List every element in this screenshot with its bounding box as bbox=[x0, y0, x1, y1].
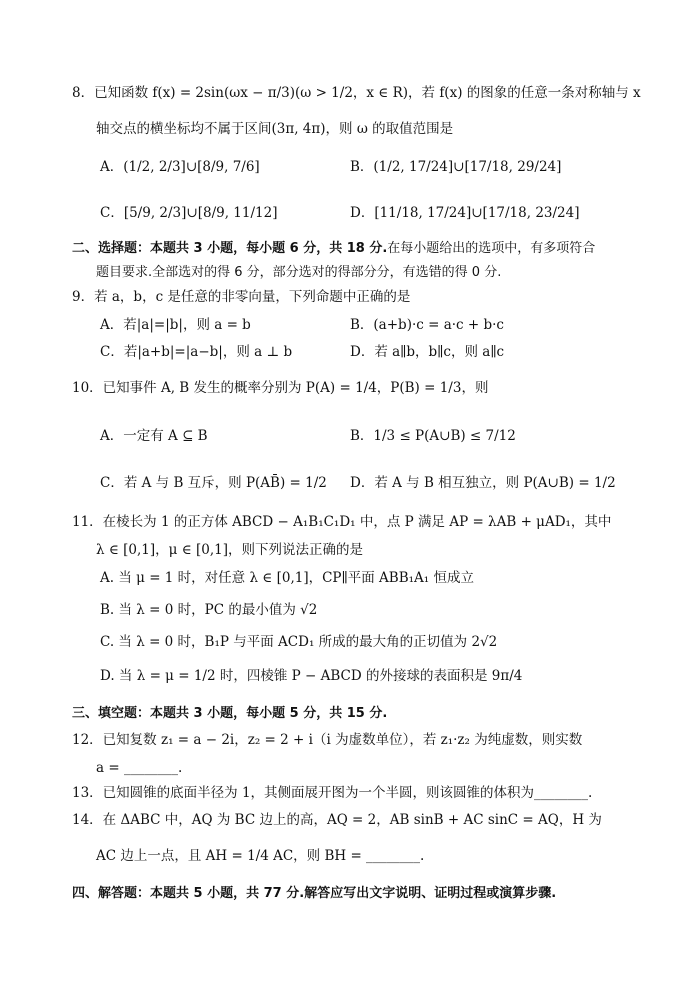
q9-option-a: A．若|a|=|b|，则 a = b bbox=[100, 317, 251, 333]
q11-option-b: B. 当 λ = 0 时，PC 的最小值为 √2 bbox=[100, 602, 318, 618]
q10-option-b: B．1/3 ≤ P(A∪B) ≤ 7/12 bbox=[350, 428, 516, 444]
q14-line1: 14．在 ΔABC 中，AQ 为 BC 边上的高，AQ = 2，AB sinB + AC sinC = AQ，H 为 bbox=[72, 812, 602, 828]
q10-option-c: C．若 A 与 B 互斥，则 P(AB̄) = 1/2 bbox=[100, 475, 327, 491]
q9-option-c: C．若|a+b|=|a−b|，则 a ⊥ b bbox=[100, 344, 293, 360]
section3-heading: 三、填空题：本题共 3 小题，每小题 5 分，共 15 分. bbox=[72, 706, 388, 721]
section2-heading: 二、选择题：本题共 3 小题，每小题 6 分，共 18 分. bbox=[72, 241, 388, 256]
q8-option-d: D．[11/18, 17/24]∪[17/18, 23/24] bbox=[350, 205, 580, 221]
q14-line2: AC 边上一点，且 AH = 1/4 AC，则 BH = ________. bbox=[96, 848, 425, 864]
q11-option-a: A. 当 μ = 1 时，对任意 λ ∈ [0,1]，CP∥平面 ABB₁A₁ 恒成立 bbox=[100, 570, 474, 586]
q10-option-a: A．一定有 A ⊆ B bbox=[100, 428, 208, 444]
q11-option-d: D. 当 λ = μ = 1/2 时，四棱锥 P − ABCD 的外接球的表面积是 9π/4 bbox=[100, 668, 523, 684]
q11-option-c: C. 当 λ = 0 时，B₁P 与平面 ACD₁ 所成的最大角的正切值为 2√2 bbox=[100, 634, 498, 650]
q11-stem-line1: 11．在棱长为 1 的正方体 ABCD − A₁B₁C₁D₁ 中，点 P 满足 AP = λAB + μAD₁，其中 bbox=[72, 514, 612, 530]
q8-option-c: C．[5/9, 2/3]∪[8/9, 11/12] bbox=[100, 205, 278, 221]
q12-line2: a = ________. bbox=[96, 760, 183, 776]
q11-stem-line2: λ ∈ [0,1]，μ ∈ [0,1]，则下列说法正确的是 bbox=[96, 542, 363, 558]
q8-option-a: A．(1/2, 2/3]∪[8/9, 7/6] bbox=[100, 159, 260, 175]
q9-stem: 9．若 a，b，c 是任意的非零向量，下列命题中正确的是 bbox=[72, 289, 411, 305]
section2-text: 在每小题给出的选项中，有多项符合 bbox=[387, 241, 596, 256]
q10-stem: 10．已知事件 A, B 发生的概率分别为 P(A) = 1/4，P(B) = 1/3，则 bbox=[72, 380, 489, 396]
q8-stem-line1: 8．已知函数 f(x) = 2sin(ωx − π/3)(ω > 1/2，x ∈ R)，若 f(x) 的图象的任意一条对称轴与 x bbox=[72, 85, 641, 101]
section4-text: 解答应写出文字说明、证明过程或演算步骤. bbox=[304, 886, 557, 901]
section2-heading-line bbox=[72, 240, 595, 258]
q13-line1: 13．已知圆锥的底面半径为 1，其侧面展开图为一个半圆，则该圆锥的体积为________. bbox=[72, 785, 593, 801]
section4-heading-line bbox=[72, 885, 556, 903]
q9-option-b: B．(a+b)·c = a·c + b·c bbox=[350, 317, 504, 333]
q9-option-d: D．若 a∥b，b∥c，则 a∥c bbox=[350, 344, 505, 360]
section3-heading-line bbox=[72, 705, 387, 723]
q8-option-b: B．(1/2, 17/24]∪[17/18, 29/24] bbox=[350, 159, 562, 175]
q8-stem-line2: 轴交点的横坐标均不属于区间(3π, 4π)，则 ω 的取值范围是 bbox=[96, 121, 454, 137]
section4-heading: 四、解答题：本题共 5 小题，共 77 分. bbox=[72, 886, 305, 901]
q10-option-d: D．若 A 与 B 相互独立，则 P(A∪B) = 1/2 bbox=[350, 475, 616, 491]
section2-text-line2: 题目要求.全部选对的得 6 分，部分选对的得部分分，有选错的得 0 分. bbox=[96, 265, 502, 280]
q12-line1: 12．已知复数 z₁ = a − 2i，z₂ = 2 + i（i 为虚数单位），若 z₁·z₂ 为纯虚数，则实数 bbox=[72, 732, 583, 748]
